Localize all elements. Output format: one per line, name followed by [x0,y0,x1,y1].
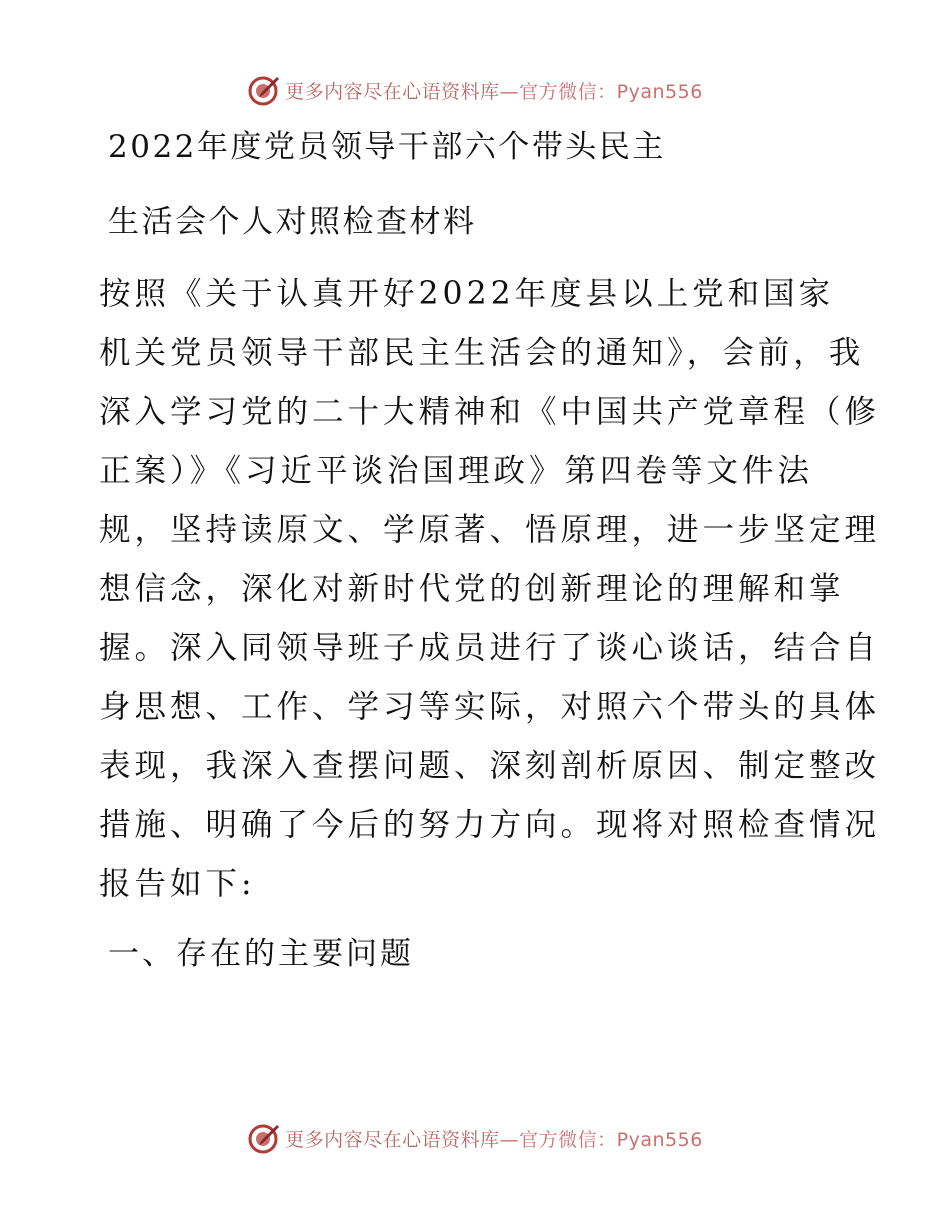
paragraph-line: 深入学习党的二十大精神和《中国共产党章程（修 [99,394,881,430]
pen-logo-icon [247,73,281,107]
pen-logo-icon [247,1121,281,1155]
watermark-brand-text: 更多内容尽在心语资料库 [285,1128,500,1151]
paragraph-line: 握。深入同领导班子成员进行了谈心谈话，结合自 [99,630,881,666]
paragraph-line: 措施、明确了今后的努力方向。现将对照检查情况 [99,807,881,843]
paragraph-line: 想信念，深化对新时代党的创新理论的理解和掌 [99,571,845,607]
watermark-wechat-text: 官方微信：Pyan556 [519,80,703,103]
paragraph-line: 正案）》《习近平谈治国理政》第四卷等文件法 [99,453,814,489]
paragraph-line: 表现，我深入查摆问题、深刻剖析原因、制定整改 [99,748,881,784]
body-paragraph [99,273,881,922]
paragraph-line: 报告如下: [99,866,256,902]
paragraph-line: 机关党员领导干部民主生活会的通知》，会前，我 [99,335,865,371]
footer-watermark [0,1118,950,1158]
header-watermark [0,70,950,110]
section-heading: 一、存在的主要问题 [108,936,414,972]
document-title-line-1: 2022年度党员领导干部六个带头民主 [108,129,666,165]
watermark-text [285,1125,703,1152]
watermark-brand-text: 更多内容尽在心语资料库 [285,80,500,103]
document-title-line-2: 生活会个人对照检查材料 [108,204,477,240]
watermark-text [285,77,703,104]
paragraph-line: 身思想、工作、学习等实际，对照六个带头的具体 [99,689,881,725]
paragraph-line: 规，坚持读原文、学原著、悟原理，进一步坚定理 [99,512,881,548]
watermark-wechat-text: 官方微信：Pyan556 [519,1128,703,1151]
watermark-dash: — [499,80,520,103]
paragraph-line: 按照《关于认真开好2022年度县以上党和国家 [99,276,835,312]
watermark-dash: — [499,1128,520,1151]
